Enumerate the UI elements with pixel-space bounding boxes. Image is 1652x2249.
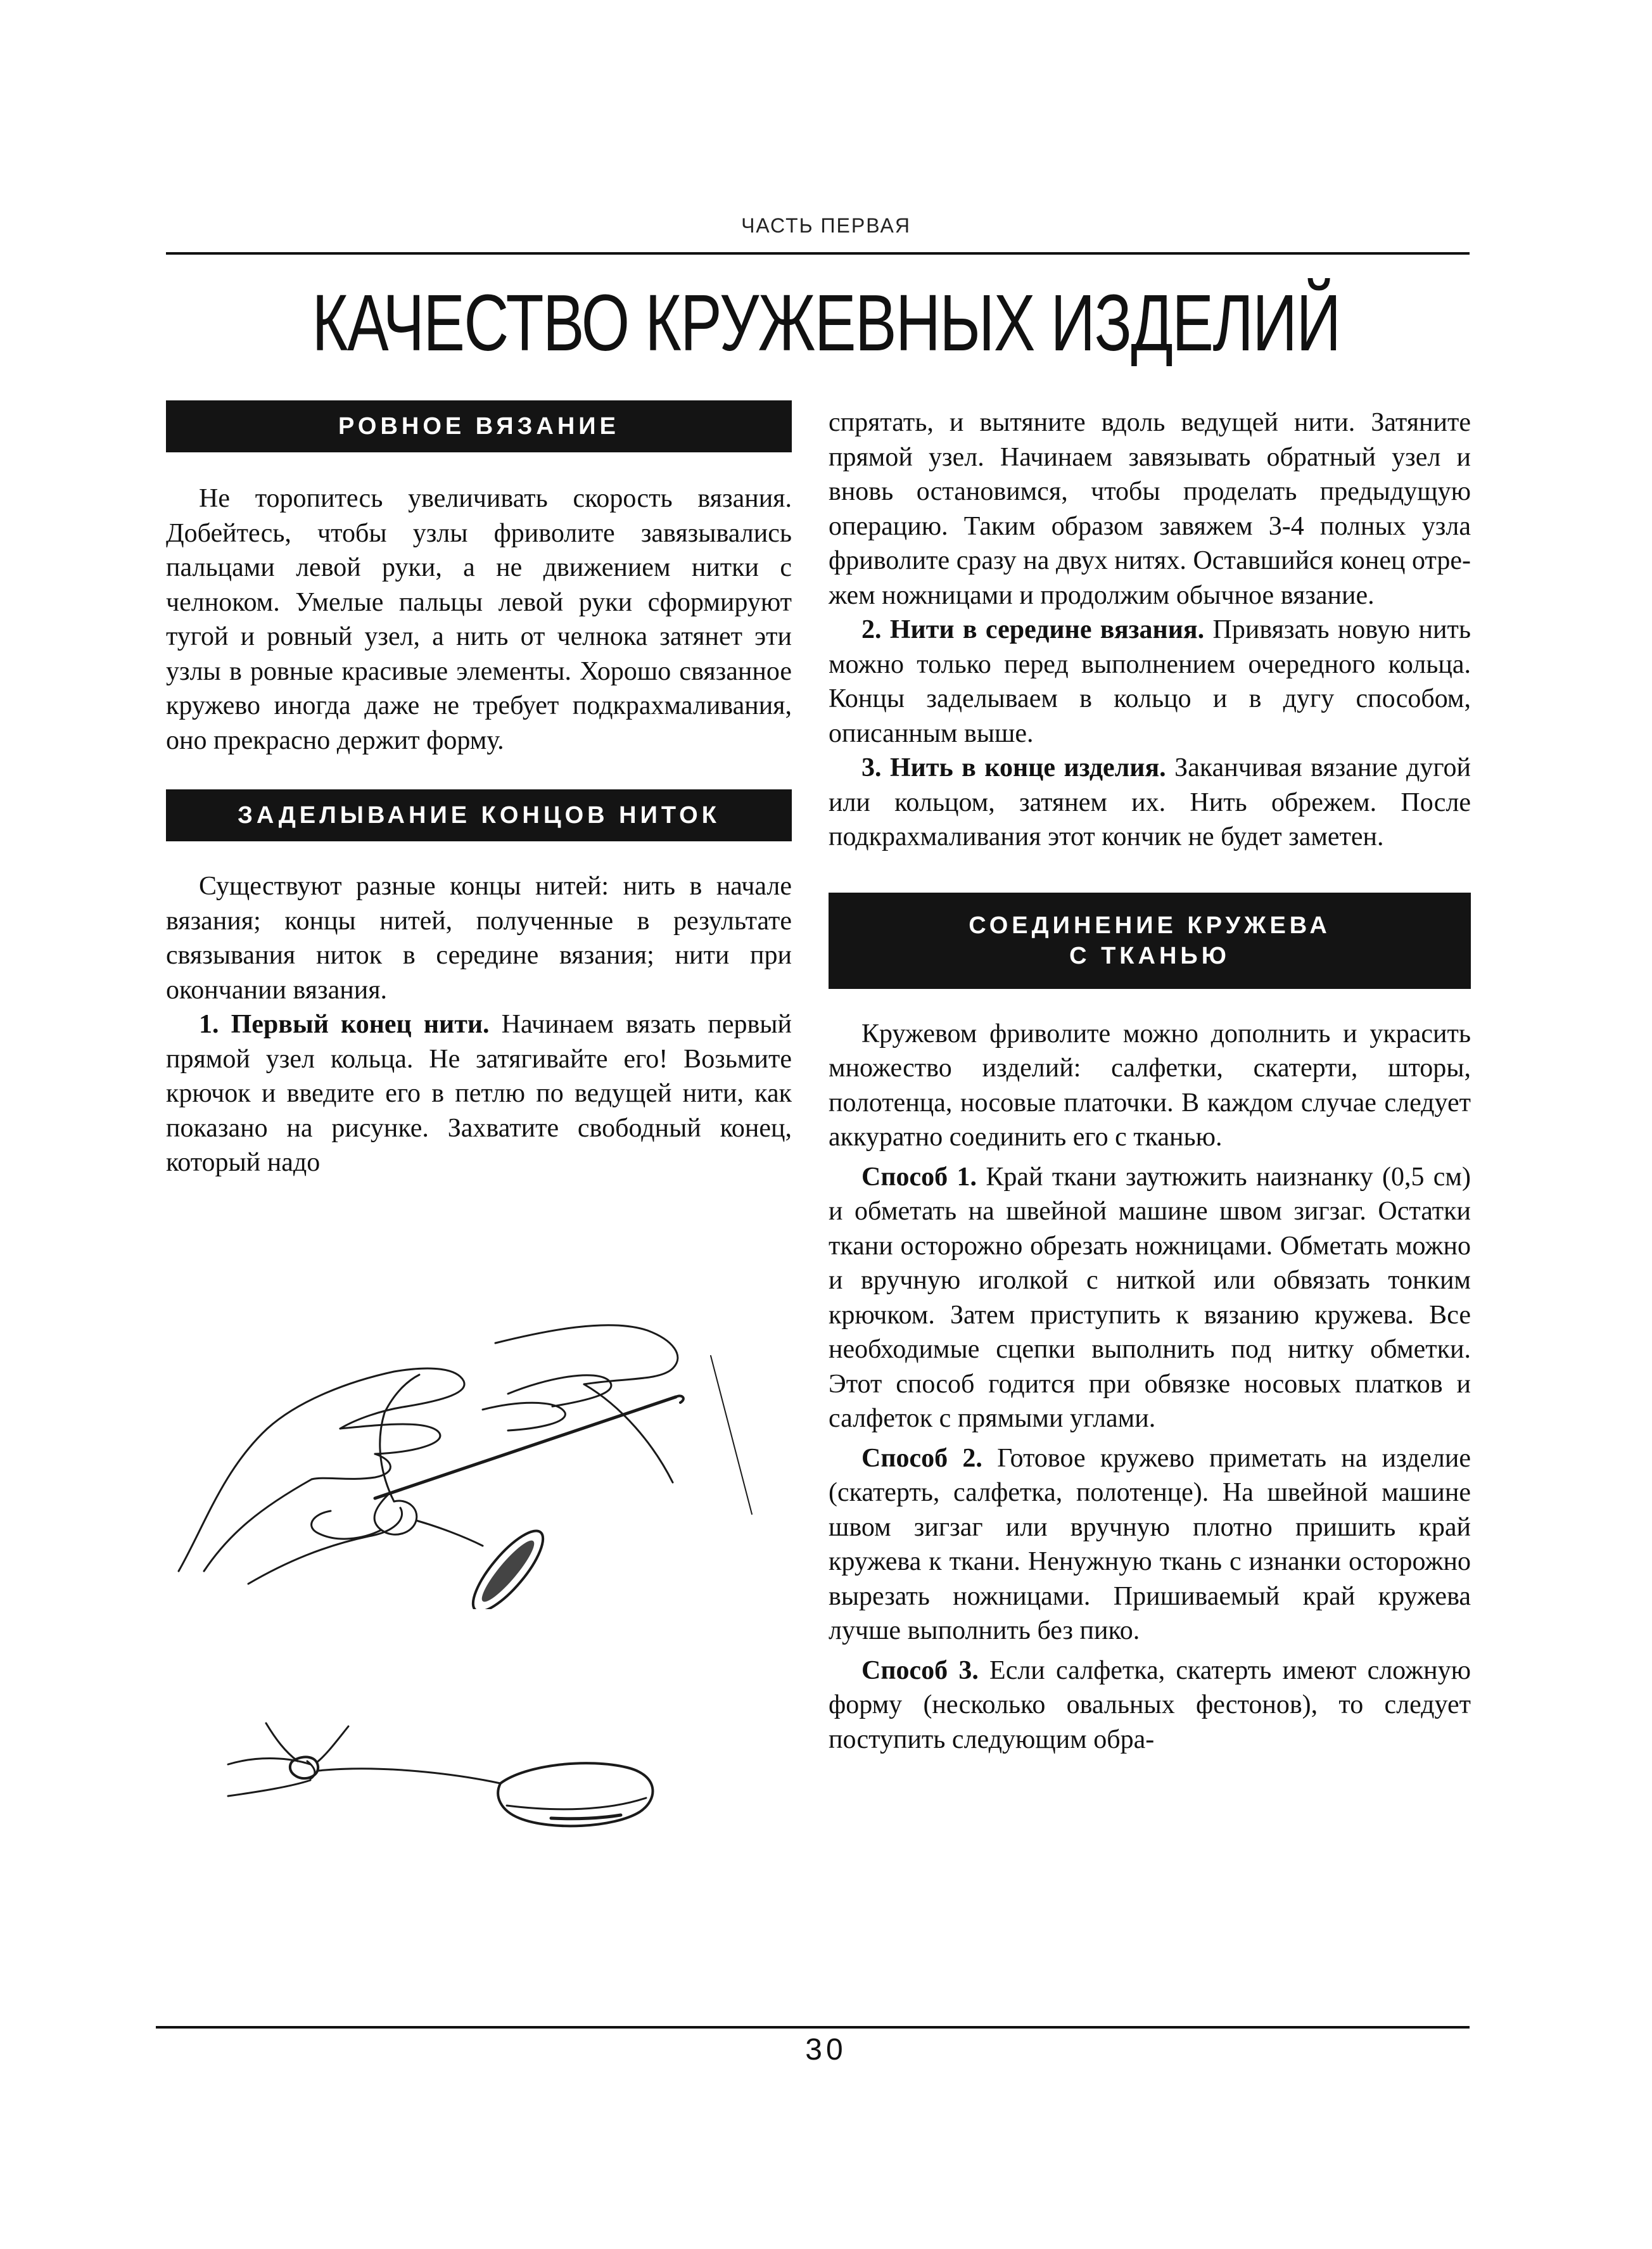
label-first-thread-end: 1. Первый конец нити. (199, 1010, 490, 1039)
label-method-2: Способ 2. (861, 1443, 982, 1473)
page-title: КАЧЕСТВО КРУЖЕВНЫХ ИЗДЕЛИЙ (312, 278, 1340, 367)
running-head: ЧАСТЬ ПЕРВАЯ (741, 214, 911, 237)
text-method-3: Если салфетка, скатерть имеют сложную форму (несколько овальных фестонов), то следует поступить следующим обра- (829, 1655, 1471, 1754)
right-column (829, 405, 1471, 1757)
section-heading-joining-line1: СОЕДИНЕНИЕ КРУЖЕВА (969, 912, 1331, 939)
label-method-1: Способ 1. (861, 1162, 977, 1192)
paragraph-middle-threads (829, 613, 1471, 751)
text-method-1: Край ткани заутюжить наизнанку (0,5 см) и обметать на швейной машине швом зигзаг. Остатки ткани осторожно обрезать ножницами. Обметать можно и вручную иголкой с ниткой или обвязать тонким крючком. Затем приступить к вязанию кружева. Все необходимые сцепки выполнить под нитку обметки. Этот способ годится при обвязке носовых платков и салфеток с прямыми углами. (829, 1162, 1471, 1433)
label-middle-threads: 2. Нити в середине вязания. (861, 615, 1205, 644)
paragraph-joining-intro: Кружевом фриволите можно дополнить и украсить множество изделий: салфетки, скатерти, шторы, полотенца, носовые платочки. В каждом случае следует аккуратно соединить его с тканью. (829, 1019, 1471, 1152)
paragraph-end-thread (829, 751, 1471, 855)
text-method-2: Готовое кружево приметать на изделие (скатерть, салфетка, полотенце). На швейной машине швом зигзаг или вручную плотно пришить край кружева к ткани. Ненужную ткань с изнанки осторожно вырезать ножницами. Пришиваемый край кружева лучше выполнить без пико. (829, 1443, 1471, 1645)
text-middle-threads: Привязать новую нить можно только перед выполнением очередного кольца. Концы заделываем в кольцо и в дугу способом, описанным выше. (829, 615, 1471, 748)
section-heading-joining (829, 893, 1471, 989)
hands-shuttle-illustration (166, 1318, 755, 1609)
footer-rule (156, 2026, 1470, 2029)
paragraph-method-1 (829, 1160, 1471, 1436)
knot-shuttle-illustration (222, 1711, 665, 1875)
paragraph-first-thread-end-continued: спрятать, и вытяните вдоль ведущей нити. Затяните прямой узел. Начинаем завязывать обратный узел и вновь остановимся, чтобы проделать предыдущую операцию. Таким образом завяжем 3-4 полных узла фриволите сразу на двух нитях. Оставшийся конец отрежем ножницами и продолжим обычное вязание. (829, 408, 1471, 610)
section-heading-thread-ends: ЗАДЕЛЫВАНИЕ КОНЦОВ НИТОК (166, 789, 792, 841)
text-end-thread: Заканчивая вязание дугой или кольцом, затянем их. Нить обрежем. После подкрахмаливания этот кончик не будет заметен. (829, 753, 1471, 851)
paragraph-method-3 (829, 1653, 1471, 1757)
paragraph-even-knitting: Не торопитесь увеличивать скорость вязания. Добейтесь, чтобы узлы фриволите завязывались пальцами левой руки, а не движением нитки с челноком. Умелые пальцы левой руки сформируют тугой и ровный узел, а нить от челнока затянет эти узлы в ровные красивые элементы. Хорошо связанное кружево иногда даже не требует подкрахмаливания, оно прекрасно держит форму. (166, 484, 792, 755)
left-column (166, 400, 792, 1180)
label-method-3: Способ 3. (861, 1655, 979, 1685)
label-end-thread: 3. Нить в конце изделия. (861, 753, 1166, 782)
text-first-thread-end: Начинаем вязать первый прямой узел кольца. Не затягивайте его! Возьмите крючок и введите его в петлю по ведущей нити, как показано на рисунке. Захватите свободный конец, который надо (166, 1010, 792, 1177)
section-heading-even-knitting: РОВНОЕ ВЯЗАНИЕ (166, 400, 792, 452)
paragraph-first-thread-end (166, 1007, 792, 1180)
section-heading-joining-line2: С ТКАНЬЮ (1069, 942, 1230, 969)
paragraph-thread-ends-intro: Существуют разные концы нитей: нить в начале вязания; концы нитей, полученные в результате связывания ниток в середине вязания; нити при окончании вязания. (166, 872, 792, 1005)
page-number: 30 (805, 2033, 847, 2067)
paragraph-method-2 (829, 1441, 1471, 1648)
header-rule (166, 252, 1470, 255)
